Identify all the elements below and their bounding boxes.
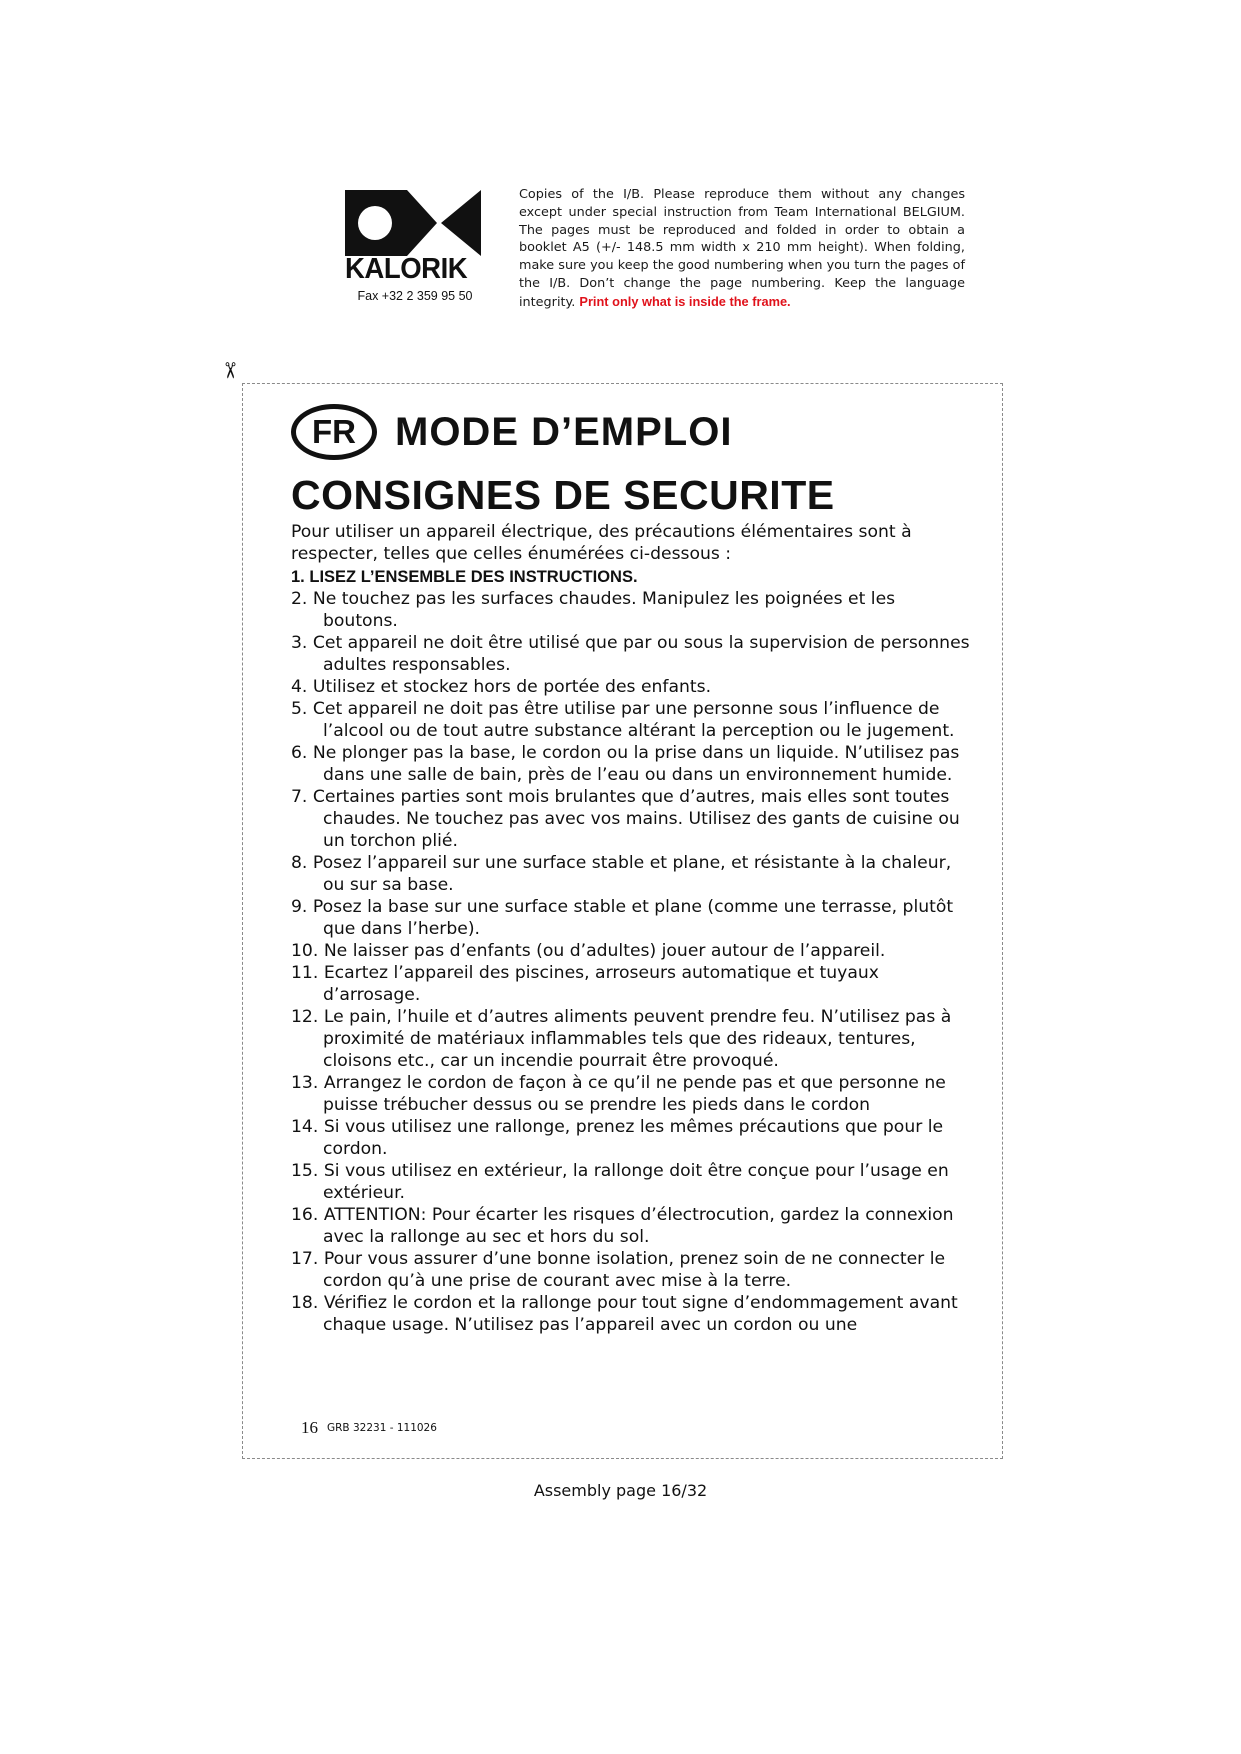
list-item: [291, 588, 971, 632]
list-item: [291, 962, 971, 1006]
item-text: Si vous utilisez une rallonge, prenez les mêmes précautions que pour le cordon.: [323, 1117, 944, 1159]
scissors-icon: ✂: [216, 361, 242, 380]
list-item: [291, 742, 971, 786]
list-item: [291, 1072, 971, 1116]
logo-wordmark: KALORIK: [345, 253, 468, 285]
list-item: [291, 940, 971, 962]
language-badge: FR: [291, 404, 377, 460]
item-text: Si vous utilisez en extérieur, la rallonge doit être conçue pour l’usage en extérieur.: [323, 1161, 949, 1203]
item-number: 6.: [291, 743, 308, 763]
item-number: 14.: [291, 1117, 319, 1137]
item-text: ATTENTION: Pour écarter les risques d’électrocution, gardez la connexion avec la rallonge au sec et hors du sol.: [323, 1205, 954, 1247]
list-item: [291, 566, 971, 588]
list-item: [291, 1116, 971, 1160]
section-subtitle: CONSIGNES DE SECURITE: [291, 472, 835, 518]
doc-code: GRB 32231 - 111026: [327, 1422, 437, 1434]
print-notice: [519, 186, 965, 312]
page-number: 16: [301, 1418, 318, 1437]
list-item: [291, 698, 971, 742]
page-title: MODE D’EMPLOI: [395, 409, 733, 454]
list-item: [291, 1204, 971, 1248]
assembly-page: Assembly page 16/32: [533, 1481, 708, 1500]
list-item: [291, 1006, 971, 1072]
list-item: [291, 1248, 971, 1292]
item-number: 2.: [291, 589, 308, 609]
item-number: 3.: [291, 633, 308, 653]
item-number: 16.: [291, 1205, 319, 1225]
item-text: Posez la base sur une surface stable et plane (comme une terrasse, plutôt que dans l’herbe).: [312, 897, 954, 939]
item-number: 11.: [291, 963, 319, 983]
safety-list: [291, 566, 971, 1336]
kalorik-logo: [345, 190, 483, 284]
item-number: 5.: [291, 699, 308, 719]
notice-highlight: Print only what is inside the frame.: [579, 293, 791, 309]
item-number: 8.: [291, 853, 308, 873]
item-number: 4.: [291, 677, 308, 697]
item-number: 1.: [291, 568, 305, 586]
item-text: LISEZ L’ENSEMBLE DES INSTRUCTIONS.: [309, 568, 638, 586]
item-text: Ne touchez pas les surfaces chaudes. Manipulez les poignées et les boutons.: [312, 589, 896, 631]
item-text: Arrangez le cordon de façon à ce qu’il ne pende pas et que personne ne puisse trébucher dessus ou se prendre les pieds dans le cordon: [323, 1073, 946, 1115]
list-item: [291, 676, 971, 698]
item-text: Posez l’appareil sur une surface stable et plane, et résistante à la chaleur, ou sur sa base.: [312, 853, 952, 895]
item-text: Cet appareil ne doit pas être utilise par une personne sous l’influence de l’alcool ou de tout autre substance altérant la perception ou le jugement.: [312, 699, 955, 741]
item-number: 18.: [291, 1293, 319, 1313]
item-text: Cet appareil ne doit être utilisé que par ou sous la supervision de personnes adultes responsables.: [312, 633, 970, 675]
item-number: 15.: [291, 1161, 319, 1181]
item-number: 17.: [291, 1249, 319, 1269]
list-item: [291, 852, 971, 896]
list-item: [291, 786, 971, 852]
kalorik-k-icon: [345, 190, 481, 256]
list-item: [291, 632, 971, 676]
list-item: [291, 1160, 971, 1204]
item-text: Le pain, l’huile et d’autres aliments peuvent prendre feu. N’utilisez pas à proximité de matériaux inflammables tels que des rideaux, tentures, cloisons etc., car un incendie pourrait être provoqué.: [323, 1007, 952, 1071]
item-text: Certaines parties sont mois brulantes que d’autres, mais elles sont toutes chaudes. Ne touchez pas avec vos mains. Utilisez des gants de cuisine ou un torchon plié.: [312, 787, 960, 851]
item-number: 10.: [291, 941, 319, 961]
item-number: 9.: [291, 897, 308, 917]
item-text: Vérifiez le cordon et la rallonge pour tout signe d’endommagement avant chaque usage. N’utilisez pas l’appareil avec un cordon ou une: [323, 1293, 958, 1335]
intro-paragraph: Pour utiliser un appareil électrique, des précautions élémentaires sont à respecter, telles que celles énumérées ci-dessous :: [291, 522, 912, 564]
item-number: 13.: [291, 1073, 319, 1093]
item-text: Pour vous assurer d’une bonne isolation, prenez soin de ne connecter le cordon qu’à une prise de courant avec mise à la terre.: [323, 1249, 946, 1291]
item-number: 12.: [291, 1007, 319, 1027]
list-item: [291, 896, 971, 940]
notice-text: Copies of the I/B. Please reproduce them without any changes except under special instruction from Team International BELGIUM. The pages must be reproduced and folded in order to obtain a booklet A5 (+/- 148.5 mm width x 210 mm height). When folding, make sure you keep the good numbering when you turn the pages of the I/B. Don’t change the page numbering. Keep the language integrity.: [519, 187, 965, 310]
section-header: [291, 402, 732, 462]
fax-number: Fax +32 2 359 95 50: [357, 289, 473, 303]
item-text: Ecartez l’appareil des piscines, arroseurs automatique et tuyaux d’arrosage.: [323, 963, 879, 1005]
item-text: Utilisez et stockez hors de portée des enfants.: [312, 677, 712, 697]
list-item: [291, 1292, 971, 1336]
item-text: Ne plonger pas la base, le cordon ou la prise dans un liquide. N’utilisez pas dans une salle de bain, près de l’eau ou dans un environnement humide.: [312, 743, 960, 785]
item-text: Ne laisser pas d’enfants (ou d’adultes) jouer autour de l’appareil.: [323, 941, 886, 961]
item-number: 7.: [291, 787, 308, 807]
